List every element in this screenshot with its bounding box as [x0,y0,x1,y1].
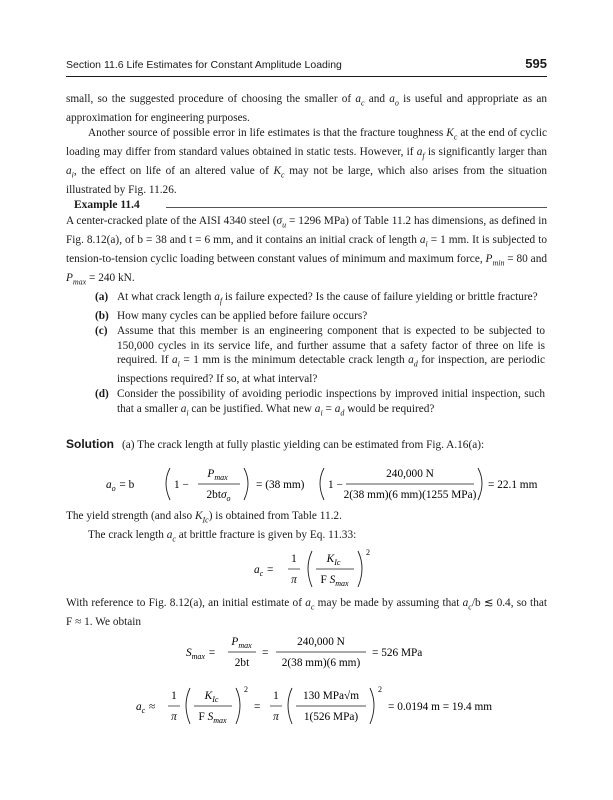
eq1-result: = 22.1 mm [488,479,538,491]
part-text: At what crack length $a_f$ is failure expected? Is the cause of failure yielding or brittle fracture? [117,291,538,306]
equation-critical-crack-length [66,543,547,593]
eq4-one: 1 [273,690,279,702]
part-label: (d) [95,388,109,401]
part-label: (a) [95,291,109,303]
eq2-pi: π [291,574,297,586]
paren-left [288,688,292,724]
eq2-one: 1 [291,553,297,565]
part-b [95,309,545,324]
eq3-num1: $P_{max}$ [231,636,252,650]
eq1-num2: 240,000 N [386,468,434,480]
yield-strength-text: The yield strength (and also $K_{Ic}$) is obtained from Table 11.2. [66,510,342,525]
part-text: Consider the possibility of avoiding periodic inspections by improved initial inspection, such that a smaller $a_i$ can be justified. What new $a_i = a_d$ would be required? [117,388,545,418]
eq3-den1: 2bt [234,657,250,669]
eq4-result: = 0.0194 m = 19.4 mm [388,701,493,713]
eq3-num2: 240,000 N [297,636,345,648]
eq4-exponent: 2 [244,685,248,694]
estimate-text: With reference to Fig. 8.12(a), an initial estimate of $a_c$ may be made by assuming that $a_c/b$ ≲ 0.4, so that F ≈ 1. We obtain [66,597,547,629]
paren-right [236,688,240,724]
paren-left [308,551,312,587]
intro-paragraph-1: small, so the suggested procedure of choosing the smaller of $a_c$ and $a_o$ is useful and appropriate as an approximation for engineering purposes. [66,93,547,125]
eq2-exponent: 2 [366,548,370,557]
eq4-den2: 1(526 MPa) [303,711,359,723]
eq4-lhs: $a_c$ ≈ [136,701,156,715]
part-text: Assume that this member is an engineering component that is expected to be subjected to 150,000 cycles in its service life, and further assume that a safety factor of three on life is required. If $a_i = 1$ mm is the minimum detectable crack length $a_d$ for inspection, are periodic inspections required? If so, at what interval? [117,324,545,386]
example-parts-list [95,290,545,421]
eq3-den2: 2(38 mm)(6 mm) [281,657,361,669]
example-rule [166,207,547,208]
eq4-pi: π [273,711,279,723]
example-heading [66,199,547,213]
eq4-one: 1 [171,690,177,702]
solution-label: Solution [66,437,114,451]
eq2-lhs: $a_c$ = [254,564,274,578]
brittle-fracture-text: The crack length $a_c$ at brittle fracture is given by Eq. 11.33: [88,529,357,544]
part-c [95,324,545,387]
eq4-num2: 130 MPa√m [302,690,360,702]
paren-right [370,688,374,724]
part-d [95,387,545,421]
eq4-den1: F $S_{max}$ [198,711,227,725]
eq3-lhs: $S_{max}$ = [186,647,216,661]
eq2-den: F $S_{max}$ [320,574,349,588]
eq1-lhs: $a_o$ = b [106,479,135,493]
part-a [95,290,545,309]
eq4-exponent: 2 [378,685,382,694]
paren-left [320,468,324,500]
example-statement: A center-cracked plate of the AISI 4340 steel ($\sigma_u = 1296$ MPa) of Table 11.2 has dimensions, as defined in Fig. 8.12(a), of b = 38 and t = 6 mm, and it contains an initial crack of length $a_i = 1$ mm. It is subjected to tension-to-tension cyclic loading between constant values of minimum and maximum force, $P_{min} = 80$ and $P_{max} = 240$ kN. [66,215,547,287]
equation-critical-crack-estimate [66,680,547,730]
solution-part-a-intro: (a) The crack length at fully plastic yielding can be estimated from Fig. A.16(a): [122,439,485,451]
page-number: 595 [525,56,547,71]
running-header [66,56,547,77]
intro-paragraph-2: Another source of possible error in life estimates is that the fracture toughness $K_c$ at the end of cyclic loading may differ from standard values obtained in static tests. However, if $a_f$ is significantly larger than $a_i$, the effect on life of an altered value of $K_c$ may not be large, which also arises from the situation illustrated by Fig. 11.26. [66,126,548,196]
paren-right [478,468,482,500]
eq4-pi: π [171,711,177,723]
yield-and-brittle-text [66,509,547,547]
eq3-result: = 526 MPa [372,647,423,659]
eq3-equals: = [262,647,269,659]
equation-plastic-yield-crack-length [66,458,547,510]
solution-intro [66,437,547,453]
eq1-num1: $P_{max}$ [207,468,228,482]
paren-right [358,551,362,587]
eq4-equals: = [254,701,261,713]
paren-left [166,468,170,500]
eq1-den2: 2(38 mm)(6 mm)(1255 MPa) [343,489,477,501]
eq2-num: $K_{Ic}$ [326,553,341,567]
eq1-one: 1 − [328,479,343,491]
intro-text [66,92,547,198]
paren-right [244,468,248,500]
eq1-one: 1 − [174,479,189,491]
example-title: Example 11.4 [74,199,146,211]
eq1-den1: 2btσ$_o$ [206,489,231,503]
paren-left [186,688,190,724]
eq4-num1: $K_{Ic}$ [204,690,219,704]
eq1-mid: = (38 mm) [256,479,305,491]
part-label: (b) [95,310,109,323]
part-text: How many cycles can be applied before failure occurs? [117,310,368,323]
equation-max-stress [66,630,547,674]
section-title: Section 11.6 Life Estimates for Constant Amplitude Loading [66,59,342,71]
part-label: (c) [95,324,108,337]
